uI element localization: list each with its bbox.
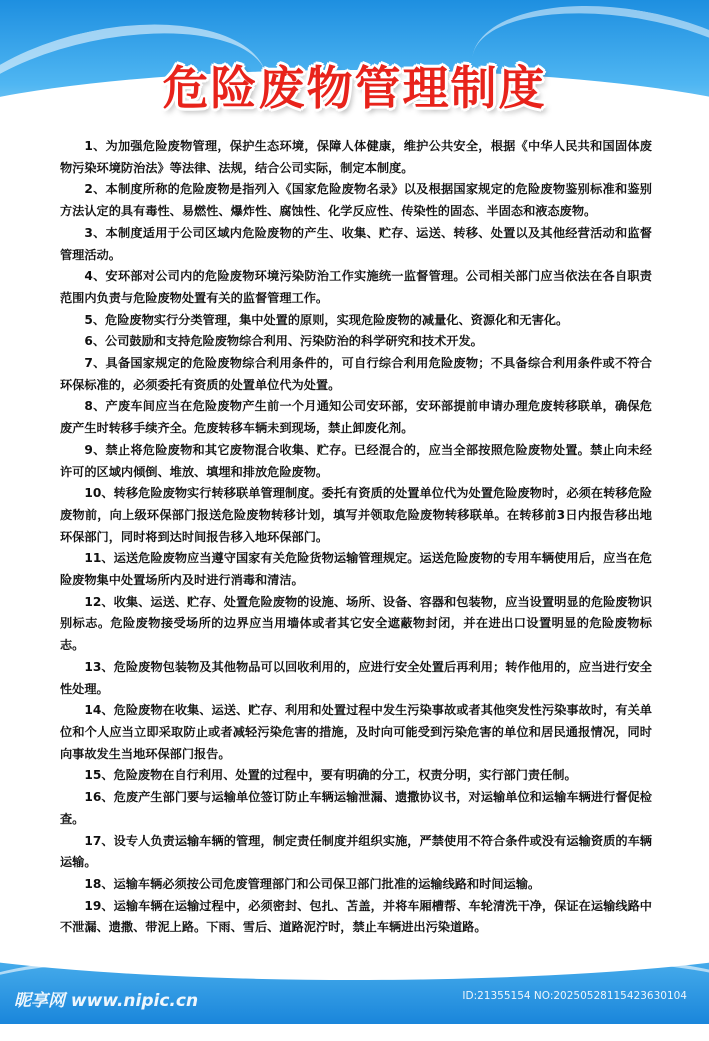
regulation-item-15: 15、危险废物在自行利用、处置的过程中，要有明确的分工，权责分明，实行部门责任制。 — [84, 768, 577, 783]
site-watermark: 昵享网 www.nipic.cn — [14, 991, 199, 1011]
regulation-item-17: 17、设专人负责运输车辆的管理，制定责任制度并组织实施，严禁使用不符合条件或没有运输资质的车辆运输。 — [60, 833, 652, 870]
regulation-item-13: 13、危险废物包装物及其他物品可以回收利用的，应进行安全处置后再利用；转作他用的，应当进行安全性处理。 — [60, 659, 652, 696]
regulation-item-1: 1、为加强危险废物管理，保护生态环境，保障人体健康，维护公共安全，根据《中华人民共和国固体废物污染环境防治法》等法律、法规，结合公司实际，制定本制度。 — [60, 139, 652, 175]
regulation-item-7: 7、具备国家规定的危险废物综合利用条件的，可自行综合利用危险废物；不具备综合利用条件或不符合环保标准的，必须委托有资质的处置单位代为处置。 — [60, 356, 652, 392]
regulation-item-14: 14、危险废物在收集、运送、贮存、利用和处置过程中发生污染事故或者其他突发性污染事故时，有关单位和个人应当立即采取防止或者减轻污染危害的措施，及时向可能受到污染危害的单位和居民通报情况，同时向事故发生当地环保部门报告。 — [60, 703, 652, 761]
regulation-item-5: 5、危险废物实行分类管理，集中处置的原则，实现危险废物的减量化、资源化和无害化。 — [84, 312, 569, 327]
page-title: 危险废物管理制度 — [162, 61, 547, 115]
regulation-item-16: 16、危废产生部门要与运输单位签订防止车辆运输泄漏、遗撒协议书，对运输单位和运输车辆进行督促检查。 — [60, 790, 652, 826]
regulation-item-3: 3、本制度适用于公司区域内危险废物的产生、收集、贮存、运送、转移、处置以及其他经营活动和监督管理活动。 — [60, 225, 652, 262]
regulation-item-6: 6、公司鼓励和支持危险废物综合利用、污染防治的科学研究和技术开发。 — [84, 334, 483, 349]
regulation-item-11: 11、运送危险废物应当遵守国家有关危险货物运输管理规定。运送危险废物的专用车辆使用后，应当在危险废物集中处置场所内及时进行消毒和清洁。 — [60, 551, 652, 588]
regulation-item-4: 4、安环部对公司内的危险废物环境污染防治工作实施统一监督管理。公司相关部门应当依法在各自职责范围内负责与危险废物处置有关的监督管理工作。 — [60, 269, 652, 305]
regulation-item-2: 2、本制度所称的危险废物是指列入《国家危险废物名录》以及根据国家规定的危险废物鉴别标准和鉴别方法认定的具有毒性、易燃性、爆炸性、腐蚀性、化学反应性、传染性的固态、半固态和液态废物。 — [60, 182, 652, 219]
regulation-item-19: 19、运输车辆在运输过程中，必须密封、包扎、苫盖，并将车厢槽帮、车轮清洗干净，保证在运输线路中不泄漏、遗撒、带泥上路。下雨、雪后、道路泥泞时，禁止车辆进出污染道路。 — [60, 898, 652, 935]
regulation-item-10: 10、转移危险废物实行转移联单管理制度。委托有资质的处置单位代为处置危险废物时，必须在转移危险废物前，向上级环保部门报送危险废物转移计划，填写并领取危险废物转移联单。在转移前3日内报告移出地环保部门，同时将到达时间报告移入地环保部门。 — [60, 486, 652, 544]
id-watermark: ID:21355154 NO:20250528115423630104 — [462, 990, 687, 1002]
regulation-item-9: 9、禁止将危险废物和其它废物混合收集、贮存。已经混合的，应当全部按照危险废物处置。禁止向未经许可的区域内倾倒、堆放、填埋和排放危险废物。 — [60, 442, 652, 479]
regulation-item-12: 12、收集、运送、贮存、处置危险废物的设施、场所、设备、容器和包装物，应当设置明显的危险废物识别标志。危险废物接受场所的边界应当用墙体或者其它安全遮蔽物封闭，并在进出口设置明显的危险废物标志。 — [60, 594, 652, 653]
regulation-item-18: 18、运输车辆必须按公司危废管理部门和公司保卫部门批准的运输线路和时间运输。 — [84, 876, 541, 891]
regulation-body — [60, 136, 652, 939]
regulation-item-8: 8、产废车间应当在危险废物产生前一个月通知公司安环部，安环部提前申请办理危废转移联单，确保危废产生时转移手续齐全。危废转移车辆未到现场，禁止卸废化剂。 — [60, 399, 652, 436]
